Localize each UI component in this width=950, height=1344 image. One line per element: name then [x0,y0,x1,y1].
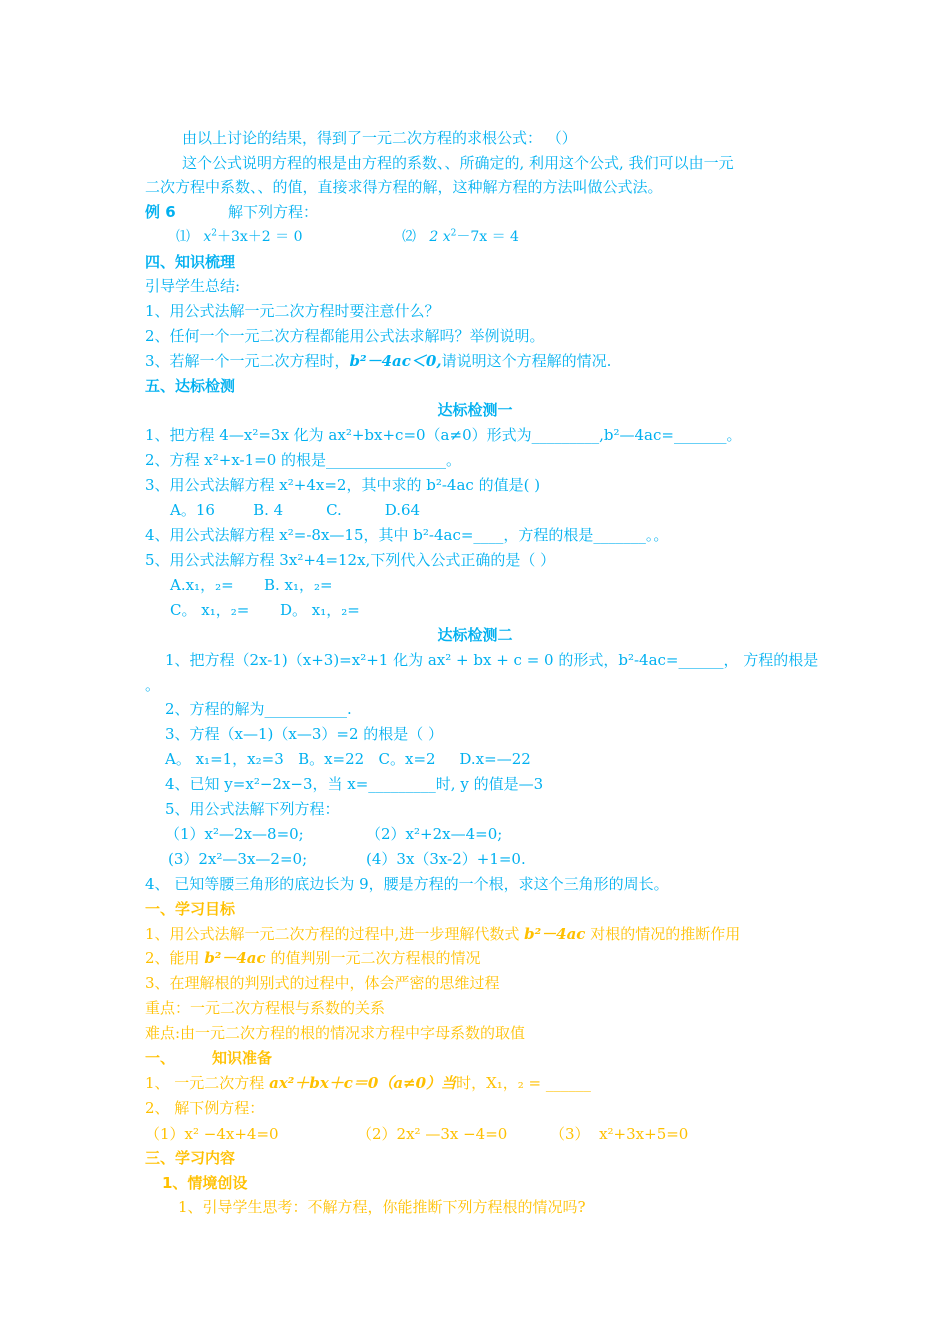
test-1-item-3-options: A。16 B. 4 C. D.64 [170,501,421,519]
goal-2 [145,948,480,968]
discriminant-expression: b²－4ac [524,925,586,943]
example-6-label: 例 6 [145,203,176,221]
text: 2、能用 [145,949,205,967]
test-2-title: 达标检测二 [437,626,513,644]
prep-equation-3: （3） x²+3x+5=0 [550,1125,689,1143]
test-1-item-5: 5、用公式法解方程 3x²+4=12x,下列代入公式正确的是（ ） [145,551,556,569]
prep-item-1 [145,1073,591,1093]
scenario-prompt: 1、引导学生思考：不解方程，你能推断下列方程根的情况吗? [178,1198,586,1216]
summary-intro: 引导学生总结: [145,277,241,295]
test-2-item-5: 5、用公式法解下列方程： [165,800,340,818]
test-1-item-5-option-c: C。 x₁，₂= [170,601,250,619]
equation-rest: ＋3x＋2 ＝ 0 [217,229,303,245]
test-1-item-4: 4、用公式法解方程 x²=-8x—15，其中 b²-4ac=____，方程的根是_______。。 [145,526,669,544]
section-heading-goals: 一、学习目标 [145,900,236,918]
discriminant-expression: b²－4ac＜0, [349,352,442,370]
test-1-item-3: 3、用公式法解方程 x²+4x=2，其中求的 b²-4ac 的值是( ) [145,476,541,494]
test-2-item-5-eq-1: （1）x²—2x—8=0; [165,825,304,843]
formula-explanation-line1: 这个公式说明方程的根是由方程的系数、、所确定的, 利用这个公式, 我们可以由一元 [182,154,734,172]
section-heading-summary: 四、知识梳理 [145,253,236,271]
test-1-item-5-option-d: D。 x₁，₂= [280,601,360,619]
equation-term: x [203,229,212,245]
text: 的值判别一元二次方程根的情况 [265,949,481,967]
test-2-item-4: 4、已知 y=x²−2x−3，当 x=_________时, y 的值是—3 [165,775,544,793]
equation-term: 2 x [429,229,451,245]
test-2-item-1-end: 。 [145,676,161,694]
question-number: ⑴ [176,229,190,245]
text: 3、若解一个一元二次方程时， [145,352,350,370]
summary-question-2: 2、任何一个一元二次方程都能用公式法求解吗？举例说明。 [145,327,545,345]
text: 时，X₁，₂ = ______ [456,1074,591,1092]
section-heading-test: 五、达标检测 [145,377,236,395]
example-6-question-1: ⑴ $x^2+3x+2 = 0$ [176,228,303,245]
prep-number: 一、 [145,1049,176,1067]
formula-intro: 由以上讨论的结果，得到了一元二次方程的求根公式： （） [182,129,577,147]
example-6-text: 解下列方程： [228,203,319,221]
summary-question-3 [145,351,611,371]
summary-question-1: 1、用公式法解一元二次方程时要注意什么？ [145,302,440,320]
sub-heading-scenario: 1、情境创设 [162,1174,248,1192]
example-6-question-2: ⑵ 2 $x^2-7x = 4$ [402,228,519,245]
text: 请说明这个方程解的情况. [441,352,612,370]
test-1-item-2: 2、方程 x²+x-1=0 的根是________________。 [145,451,462,469]
quadratic-expression: ax²＋bx＋c＝0（a≠0）当 [269,1074,457,1092]
formula-explanation-line2: 二次方程中系数、、的值，直接求得方程的解，这种解方程的方法叫做公式法。 [145,178,663,196]
prep-equation-1: （1）x² −4x+4=0 [145,1125,279,1143]
test-1-item-1: 1、把方程 4—x²=3x 化为 ax²+bx+c=0（a≠0）形式为_________,b²—4ac=_______。 [145,426,742,444]
section-heading-content: 三、学习内容 [145,1149,236,1167]
test-2-item-3: 3、方程（x—1)（x—3）=2 的根是（ ） [165,725,444,743]
test-1-item-5-option-a: A.x₁，₂= [170,576,234,594]
test-1-title: 达标检测一 [437,401,513,419]
equation-rest: －7x ＝ 4 [456,229,519,245]
test-2-item-3-options: A。 x₁=1，x₂=3 B。x=22 C。x=2 D.x=—22 [165,750,531,768]
test-2-item-5-eq-2: （2）x²+2x—4=0; [366,825,503,843]
test-2-item-5-eq-3: (3）2x²—3x—2=0; [168,850,308,868]
key-point: 重点：一元二次方程根与系数的关系 [145,999,386,1017]
test-2-item-5-eq-4: (4）3x（3x-2）+1=0. [366,850,526,868]
goal-3: 3、在理解根的判别式的过程中，体会严密的思维过程 [145,974,500,992]
text: 对根的情况的推断作用 [585,925,741,943]
section-heading-prep: 知识准备 [212,1049,273,1067]
test-2-item-6: 4、 已知等腰三角形的底边长为 9，腰是方程的一个根，求这个三角形的周长。 [145,875,669,893]
difficult-point: 难点:由一元二次方程的根的情况求方程中字母系数的取值 [145,1024,526,1042]
test-2-item-2: 2、方程的解为___________. [165,700,352,718]
text: 1、用公式法解一元二次方程的过程中,进一步理解代数式 [145,925,525,943]
text: 1、 一元二次方程 [145,1074,270,1092]
goal-1 [145,924,740,944]
question-number: ⑵ [402,229,416,245]
test-1-item-5-option-b: B. x₁，₂= [264,576,333,594]
discriminant-expression: b²－4ac [204,949,266,967]
prep-equation-2: （2）2x² —3x −4=0 [357,1125,508,1143]
prep-item-2: 2、 解下例方程： [145,1099,265,1117]
test-2-item-1: 1、把方程（2x-1)（x+3)=x²+1 化为 ax² + bx + c = 0 的形式，b²-4ac=______， 方程的根是 [165,651,819,669]
